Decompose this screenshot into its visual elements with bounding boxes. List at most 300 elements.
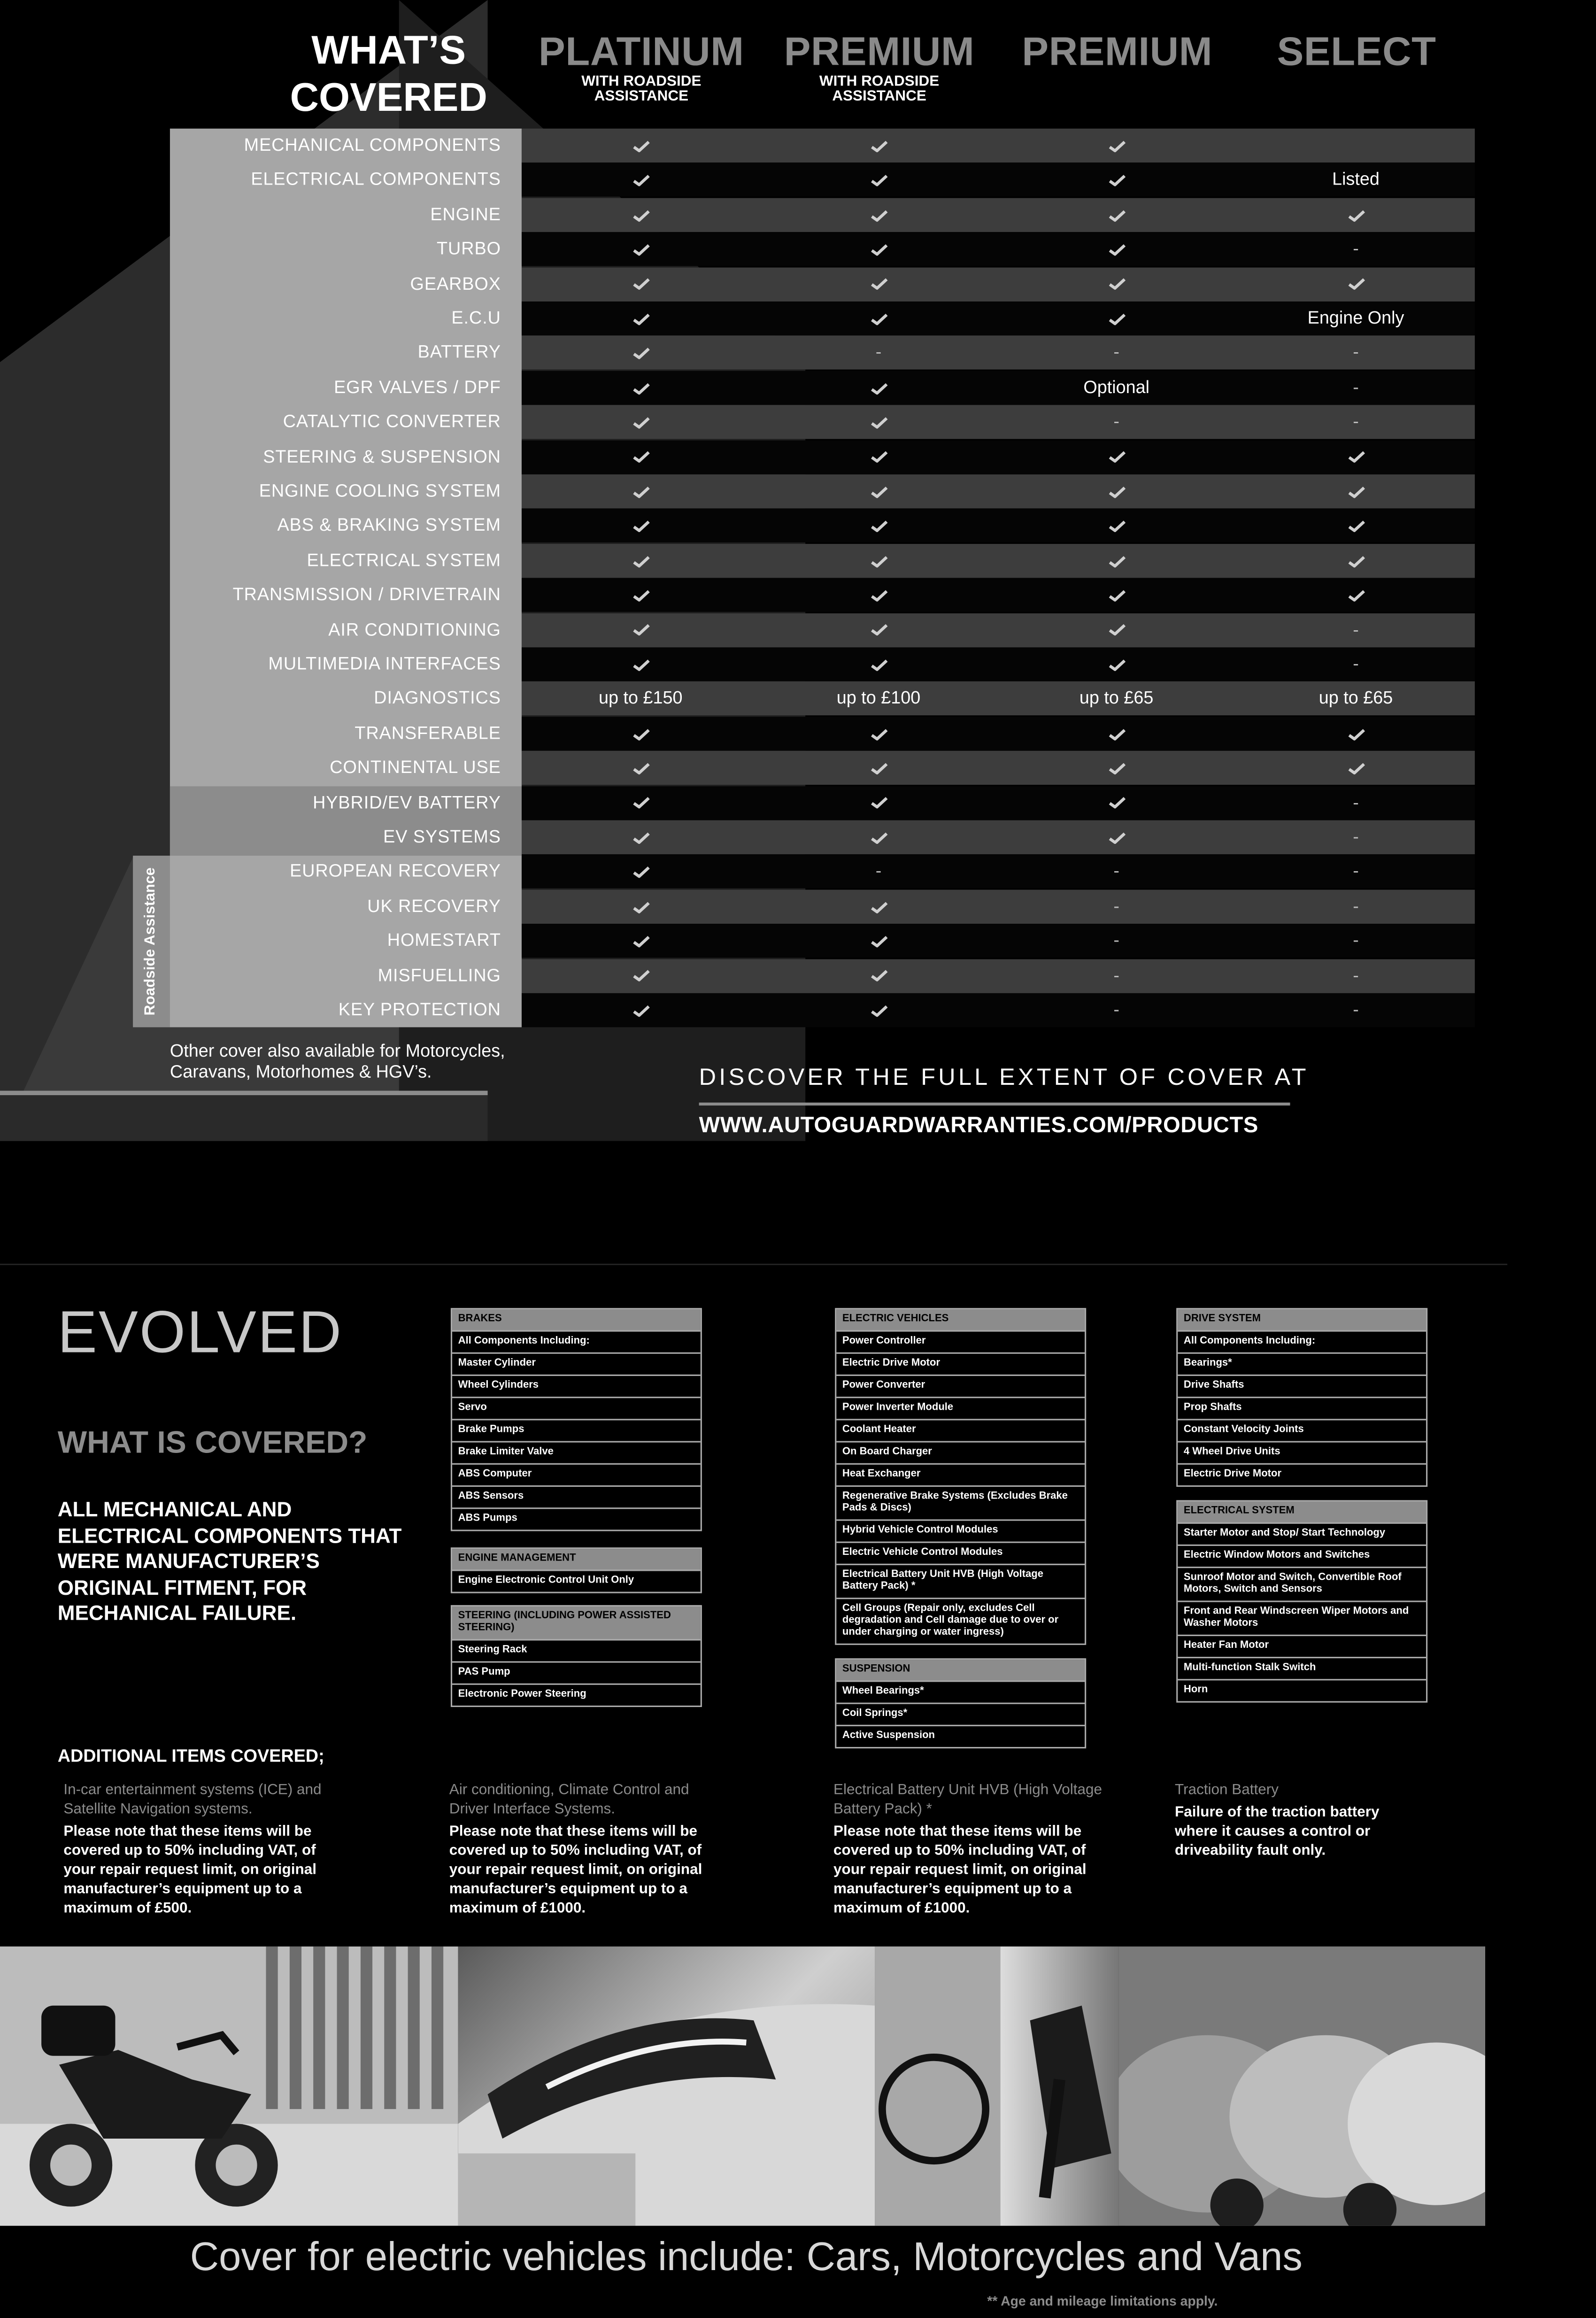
row-label: AIR CONDITIONING: [328, 618, 501, 640]
empty-cell: [1237, 129, 1475, 162]
not-covered-dash: [1237, 958, 1475, 992]
check-icon: [760, 544, 998, 578]
row-cells: [522, 129, 1475, 162]
list-item: PAS Pump: [452, 1663, 701, 1685]
check-icon: [760, 474, 998, 508]
whats-covered-title: [222, 27, 555, 121]
check-icon: [522, 129, 760, 162]
row-label: MULTIMEDIA INTERFACES: [268, 653, 501, 674]
table-row: [170, 958, 1475, 992]
check-icon: [1237, 751, 1475, 785]
list-item: Engine Electronic Control Unit Only: [458, 1575, 634, 1586]
cell-text: up to £150: [599, 688, 683, 709]
row-label: EV SYSTEMS: [383, 826, 501, 847]
check-icon: [522, 267, 760, 301]
row-cells: [522, 717, 1475, 750]
check-icon: [1237, 198, 1475, 232]
table-row: [170, 820, 1475, 854]
table-row: [170, 267, 1475, 301]
row-cells: [522, 267, 1475, 301]
dash-text: -: [1113, 895, 1120, 916]
row-cells: [522, 751, 1475, 785]
table-row: [170, 889, 1475, 923]
dash-text: -: [1353, 895, 1359, 916]
electric-vehicles-box: [835, 1308, 1086, 1645]
box-title: STEERING (INCLUDING POWER ASSISTED STEERING): [452, 1607, 701, 1640]
check-icon: [760, 198, 998, 232]
check-icon: [760, 751, 998, 785]
row-cells: [522, 647, 1475, 681]
all-mechanical-statement: ALL MECHANICAL AND ELECTRICAL COMPONENTS THAT WERE MANUFACTURER’S ORIGINAL FITMENT, FOR MECHANICAL FAILURE.: [57, 1497, 402, 1624]
table-row: [170, 993, 1475, 1027]
row-cells: [522, 958, 1475, 992]
not-covered-dash: [1237, 336, 1475, 370]
dash-text: -: [1353, 791, 1359, 812]
products-link[interactable]: WWW.AUTOGUARDWARRANTIES.COM/PRODUCTS: [699, 1113, 1259, 1138]
list-item: Power Inverter Module: [836, 1398, 1085, 1420]
row-label: ABS & BRAKING SYSTEM: [277, 515, 501, 536]
not-covered-dash: [1237, 924, 1475, 958]
note-body: Please note that these items will be covered up to 50% including VAT, of your repair request limit, on original manufacturer’s equipment up to a maximum of £500.: [63, 1823, 316, 1917]
not-covered-dash: [997, 855, 1235, 889]
check-icon: [760, 993, 998, 1027]
other-cover-note: Other cover also available for Motorcycles, Caravans, Motorhomes & HGV’s.: [170, 1040, 505, 1082]
title-line-1: WHAT’S: [311, 28, 466, 73]
check-icon: [997, 301, 1235, 335]
check-icon: [522, 717, 760, 750]
table-row: [170, 647, 1475, 681]
additional-note: [63, 1781, 344, 1918]
not-covered-dash: [997, 889, 1235, 923]
not-covered-dash: [997, 924, 1235, 958]
discover-text: DISCOVER THE FULL EXTENT OF COVER AT: [699, 1066, 1309, 1091]
check-icon: [997, 578, 1235, 612]
check-icon: [997, 820, 1235, 854]
dash-text: -: [1353, 618, 1359, 640]
tier-platinum: [523, 27, 760, 107]
check-icon: [760, 889, 998, 923]
row-label: HYBRID/EV BATTERY: [313, 791, 501, 812]
list-item: 4 Wheel Drive Units: [1178, 1443, 1426, 1465]
check-icon: [522, 855, 760, 889]
list-item: Steering Rack: [452, 1640, 701, 1662]
not-covered-dash: [1237, 405, 1475, 439]
row-label: BATTERY: [417, 342, 501, 363]
check-icon: [997, 440, 1235, 474]
cell-text: Listed: [1332, 169, 1380, 190]
box-title: DRIVE SYSTEM: [1178, 1309, 1426, 1331]
row-label: STEERING & SUSPENSION: [263, 446, 501, 467]
not-covered-dash: [760, 855, 998, 889]
check-icon: [760, 301, 998, 335]
dash-text: -: [1113, 342, 1120, 363]
check-icon: [997, 163, 1235, 197]
list-item: Electronic Power Steering: [458, 1689, 586, 1700]
table-row: [170, 232, 1475, 266]
motorcycle-photo: [0, 1947, 458, 2226]
dash-text: -: [1113, 964, 1120, 985]
cell-text: Engine Only: [1307, 307, 1404, 328]
not-covered-dash: [760, 336, 998, 370]
table-row: [170, 371, 1475, 404]
dash-text: -: [875, 342, 882, 363]
check-icon: [1237, 544, 1475, 578]
row-label: CONTINENTAL USE: [330, 757, 501, 778]
check-icon: [760, 509, 998, 543]
row-cells: [522, 855, 1475, 889]
row-label: HOMESTART: [387, 930, 501, 951]
check-icon: [760, 578, 998, 612]
note-title: Air conditioning, Climate Control and Driver Interface Systems.: [449, 1782, 689, 1818]
check-icon: [522, 578, 760, 612]
table-row: [170, 544, 1475, 578]
list-item: Electric Window Motors and Switches: [1178, 1546, 1426, 1568]
check-icon: [760, 267, 998, 301]
row-cells: [522, 544, 1475, 578]
dash-text: -: [1353, 826, 1359, 847]
row-cells: [522, 682, 1475, 716]
check-icon: [760, 163, 998, 197]
check-icon: [997, 613, 1235, 647]
tier-name: PLATINUM: [539, 29, 744, 74]
evolved-title: EVOLVED: [57, 1300, 343, 1366]
dash-text: -: [1353, 376, 1359, 397]
dash-text: -: [1353, 653, 1359, 674]
dash-text: -: [1113, 999, 1120, 1020]
list-item: Heat Exchanger: [836, 1465, 1085, 1487]
table-row: [170, 717, 1475, 750]
engine-management-box: [451, 1547, 702, 1593]
check-icon: [760, 647, 998, 681]
table-row: [170, 163, 1475, 197]
row-label: EGR VALVES / DPF: [334, 376, 501, 397]
ev-charger-photo: [875, 1947, 1118, 2226]
row-label: E.C.U: [451, 307, 501, 328]
not-covered-dash: [1237, 855, 1475, 889]
not-covered-dash: [1237, 371, 1475, 404]
list-item: All Components Including:: [1178, 1332, 1426, 1354]
box-title: SUSPENSION: [836, 1660, 1085, 1682]
note-title: In-car entertainment systems (ICE) and Satellite Navigation systems.: [63, 1782, 322, 1818]
additional-items-heading: ADDITIONAL ITEMS COVERED;: [57, 1745, 324, 1766]
tier-sub: ASSISTANCE: [594, 88, 689, 105]
table-row: [170, 786, 1475, 819]
not-covered-dash: [1237, 786, 1475, 819]
title-line-2: COVERED: [290, 75, 487, 120]
row-label: GEARBOX: [410, 272, 501, 294]
note-body: Please note that these items will be covered up to 50% including VAT, of your repair request limit, on original manufacturer’s equipment up to a maximum of £1000.: [833, 1823, 1087, 1917]
list-item: Electric Drive Motor: [1183, 1469, 1282, 1480]
row-label: ENGINE: [430, 203, 501, 224]
list-item: Master Cylinder: [452, 1354, 701, 1376]
check-icon: [997, 717, 1235, 750]
list-item: Electric Drive Motor: [836, 1354, 1085, 1376]
not-covered-dash: [997, 336, 1235, 370]
check-icon: [1237, 578, 1475, 612]
check-icon: [760, 440, 998, 474]
check-icon: [760, 924, 998, 958]
row-label: ENGINE COOLING SYSTEM: [259, 480, 501, 501]
row-label: TRANSMISSION / DRIVETRAIN: [232, 584, 501, 605]
suspension-box: [835, 1658, 1086, 1748]
check-icon: [1237, 440, 1475, 474]
list-item: Drive Shafts: [1178, 1376, 1426, 1398]
check-icon: [997, 198, 1235, 232]
brakes-box: [451, 1308, 702, 1531]
table-row: [170, 198, 1475, 232]
list-item: Brake Limiter Valve: [452, 1443, 701, 1465]
check-icon: [760, 820, 998, 854]
dash-text: -: [1353, 964, 1359, 985]
dash-text: -: [875, 860, 882, 881]
row-cells: [522, 820, 1475, 854]
not-covered-dash: [1237, 889, 1475, 923]
check-icon: [522, 474, 760, 508]
vans-photo: [1118, 1947, 1485, 2226]
note-body: Failure of the traction battery where it causes a control or driveability fault only.: [1175, 1804, 1380, 1860]
row-label: CATALYTIC CONVERTER: [283, 411, 501, 432]
not-covered-dash: [1237, 647, 1475, 681]
check-icon: [1237, 717, 1475, 750]
table-row: [170, 440, 1475, 474]
tier-name: PREMIUM: [784, 29, 975, 74]
note-title: Electrical Battery Unit HVB (High Voltage Battery Pack) *: [833, 1782, 1103, 1818]
list-item: Starter Motor and Stop/ Start Technology: [1178, 1524, 1426, 1546]
table-row: [170, 751, 1475, 785]
table-row: [170, 682, 1475, 716]
check-icon: [1237, 267, 1475, 301]
check-icon: [997, 509, 1235, 543]
row-cells: [522, 509, 1475, 543]
list-item: Multi-function Stalk Switch: [1178, 1658, 1426, 1680]
table-row: [170, 474, 1475, 508]
list-item: Hybrid Vehicle Control Modules: [836, 1521, 1085, 1543]
check-icon: [522, 301, 760, 335]
what-is-covered-heading: WHAT IS COVERED?: [57, 1426, 368, 1460]
table-row: [170, 509, 1475, 543]
list-item: Horn: [1183, 1684, 1208, 1695]
additional-note: [449, 1781, 730, 1918]
check-icon: [522, 958, 760, 992]
check-icon: [760, 958, 998, 992]
check-icon: [760, 786, 998, 819]
row-cells: [522, 405, 1475, 439]
not-covered-dash: [1237, 993, 1475, 1027]
check-icon: [522, 647, 760, 681]
list-item: Wheel Cylinders: [452, 1376, 701, 1398]
row-cells: [522, 440, 1475, 474]
row-label: DIAGNOSTICS: [374, 688, 501, 709]
dash-text: -: [1113, 930, 1120, 951]
additional-note: [1175, 1781, 1411, 1861]
electrical-system-box: [1176, 1500, 1427, 1702]
check-icon: [522, 198, 760, 232]
not-covered-dash: [1237, 232, 1475, 266]
list-item: Coil Springs*: [836, 1704, 1085, 1726]
list-item: Cell Groups (Repair only, excludes Cell degradation and Cell damage due to over or under charging or water ingress): [842, 1603, 1059, 1638]
list-item: Power Converter: [836, 1376, 1085, 1398]
not-covered-dash: [1237, 613, 1475, 647]
cell-text: Optional: [1083, 376, 1150, 397]
box-title: ELECTRIC VEHICLES: [836, 1309, 1085, 1331]
tier-premium-roadside: [761, 27, 998, 107]
check-icon: [997, 474, 1235, 508]
row-cells: [522, 232, 1475, 266]
discover-underline: [699, 1103, 1290, 1105]
list-item: ABS Pumps: [458, 1513, 517, 1524]
cell-text: up to £100: [836, 688, 921, 709]
row-cells: [522, 993, 1475, 1027]
check-icon: [997, 786, 1235, 819]
check-icon: [997, 647, 1235, 681]
row-label: TRANSFERABLE: [355, 722, 501, 743]
check-icon: [522, 993, 760, 1027]
section-separator: [0, 1264, 1507, 1265]
check-icon: [760, 232, 998, 266]
row-label: ELECTRICAL SYSTEM: [307, 549, 501, 571]
list-item: Bearings*: [1178, 1354, 1426, 1376]
check-icon: [522, 544, 760, 578]
not-covered-dash: [997, 405, 1235, 439]
check-icon: [522, 440, 760, 474]
box-title: ENGINE MANAGEMENT: [452, 1549, 701, 1571]
table-row: [170, 578, 1475, 612]
row-cells: [522, 924, 1475, 958]
list-item: Regenerative Brake Systems (Excludes Brake Pads & Discs): [836, 1487, 1085, 1521]
box-title: ELECTRICAL SYSTEM: [1178, 1502, 1426, 1524]
check-icon: [760, 129, 998, 162]
check-icon: [760, 371, 998, 404]
table-row: [170, 613, 1475, 647]
list-item: Sunroof Motor and Switch, Convertible Roof Motors, Switch and Sensors: [1178, 1568, 1426, 1602]
check-icon: [522, 163, 760, 197]
divider-line: [0, 1091, 488, 1095]
dash-text: -: [1353, 999, 1359, 1020]
age-mileage-note: ** Age and mileage limitations apply.: [987, 2294, 1218, 2309]
list-item: Active Suspension: [842, 1731, 935, 1741]
check-icon: [997, 267, 1235, 301]
check-icon: [1237, 509, 1475, 543]
list-item: Prop Shafts: [1178, 1398, 1426, 1420]
row-cells: [522, 198, 1475, 232]
note-body: Please note that these items will be covered up to 50% including VAT, of your repair request limit, on original manufacturer’s equipment up to a maximum of £1000.: [449, 1823, 702, 1917]
cell-text: up to £65: [1318, 688, 1393, 709]
check-icon: [522, 613, 760, 647]
check-icon: [522, 371, 760, 404]
dash-text: -: [1113, 860, 1120, 881]
row-cells: [522, 613, 1475, 647]
steering-box: [451, 1605, 702, 1707]
list-item: Heater Fan Motor: [1178, 1636, 1426, 1658]
ev-cover-caption: Cover for electric vehicles include: Cars, Motorcycles and Vans: [190, 2234, 1303, 2279]
row-label: TURBO: [436, 238, 501, 259]
not-covered-dash: [1237, 820, 1475, 854]
row-label: UK RECOVERY: [367, 895, 501, 916]
check-icon: [522, 786, 760, 819]
check-icon: [1237, 474, 1475, 508]
row-cells: [522, 474, 1475, 508]
table-row: [170, 855, 1475, 889]
check-icon: [997, 544, 1235, 578]
row-label: EUROPEAN RECOVERY: [290, 860, 501, 881]
tier-name: PREMIUM: [1022, 29, 1213, 74]
tier-name: SELECT: [1277, 29, 1436, 74]
row-cells: [522, 786, 1475, 819]
dash-text: -: [1113, 411, 1120, 432]
table-row: [170, 924, 1475, 958]
tier-premium: [999, 27, 1236, 77]
box-title: BRAKES: [452, 1309, 701, 1331]
row-cells: [522, 889, 1475, 923]
check-icon: [522, 889, 760, 923]
check-icon: [760, 717, 998, 750]
row-label: KEY PROTECTION: [338, 999, 501, 1020]
list-item: Power Controller: [836, 1332, 1085, 1354]
row-cells: [522, 371, 1475, 404]
row-cells: [522, 578, 1475, 612]
table-row: [170, 129, 1475, 162]
check-icon: [522, 820, 760, 854]
table-row: [170, 336, 1475, 370]
check-icon: [760, 613, 998, 647]
table-row: [170, 301, 1475, 335]
check-icon: [760, 405, 998, 439]
tier-sub: WITH ROADSIDE: [581, 74, 702, 90]
list-item: Brake Pumps: [452, 1420, 701, 1442]
dash-text: -: [1353, 411, 1359, 432]
list-item: Front and Rear Windscreen Wiper Motors and Washer Motors: [1178, 1602, 1426, 1636]
check-icon: [997, 751, 1235, 785]
drive-system-box: [1176, 1308, 1427, 1487]
list-item: ABS Computer: [452, 1465, 701, 1487]
row-cells: [522, 301, 1475, 335]
check-icon: [522, 924, 760, 958]
dash-text: -: [1353, 342, 1359, 363]
cell-text: up to £65: [1079, 688, 1154, 709]
list-item: All Components Including:: [452, 1332, 701, 1354]
row-label: MISFUELLING: [378, 964, 501, 985]
dash-text: -: [1353, 930, 1359, 951]
row-label: ELECTRICAL COMPONENTS: [251, 169, 501, 190]
row-cells: [522, 336, 1475, 370]
not-covered-dash: [997, 993, 1235, 1027]
list-item: Constant Velocity Joints: [1178, 1420, 1426, 1442]
dash-text: -: [1353, 238, 1359, 259]
check-icon: [522, 405, 760, 439]
dash-text: -: [1353, 860, 1359, 881]
check-icon: [997, 129, 1235, 162]
check-icon: [522, 751, 760, 785]
list-item: ABS Sensors: [452, 1487, 701, 1509]
additional-note: [833, 1781, 1114, 1918]
check-icon: [522, 336, 760, 370]
list-item: Servo: [452, 1398, 701, 1420]
check-icon: [997, 232, 1235, 266]
list-item: Electrical Battery Unit HVB (High Voltage Battery Pack) *: [836, 1565, 1085, 1599]
check-icon: [522, 509, 760, 543]
row-label: MECHANICAL COMPONENTS: [244, 134, 501, 155]
note-title: Traction Battery: [1175, 1782, 1279, 1799]
tier-sub: ASSISTANCE: [832, 88, 926, 105]
car-headlight-photo: [458, 1947, 875, 2226]
not-covered-dash: [997, 958, 1235, 992]
list-item: Electric Vehicle Control Modules: [836, 1543, 1085, 1565]
check-icon: [522, 232, 760, 266]
list-item: On Board Charger: [836, 1443, 1085, 1465]
roadside-assistance-label: Roadside Assistance: [142, 867, 159, 1016]
table-row: [170, 405, 1475, 439]
tier-sub: WITH ROADSIDE: [819, 74, 940, 90]
